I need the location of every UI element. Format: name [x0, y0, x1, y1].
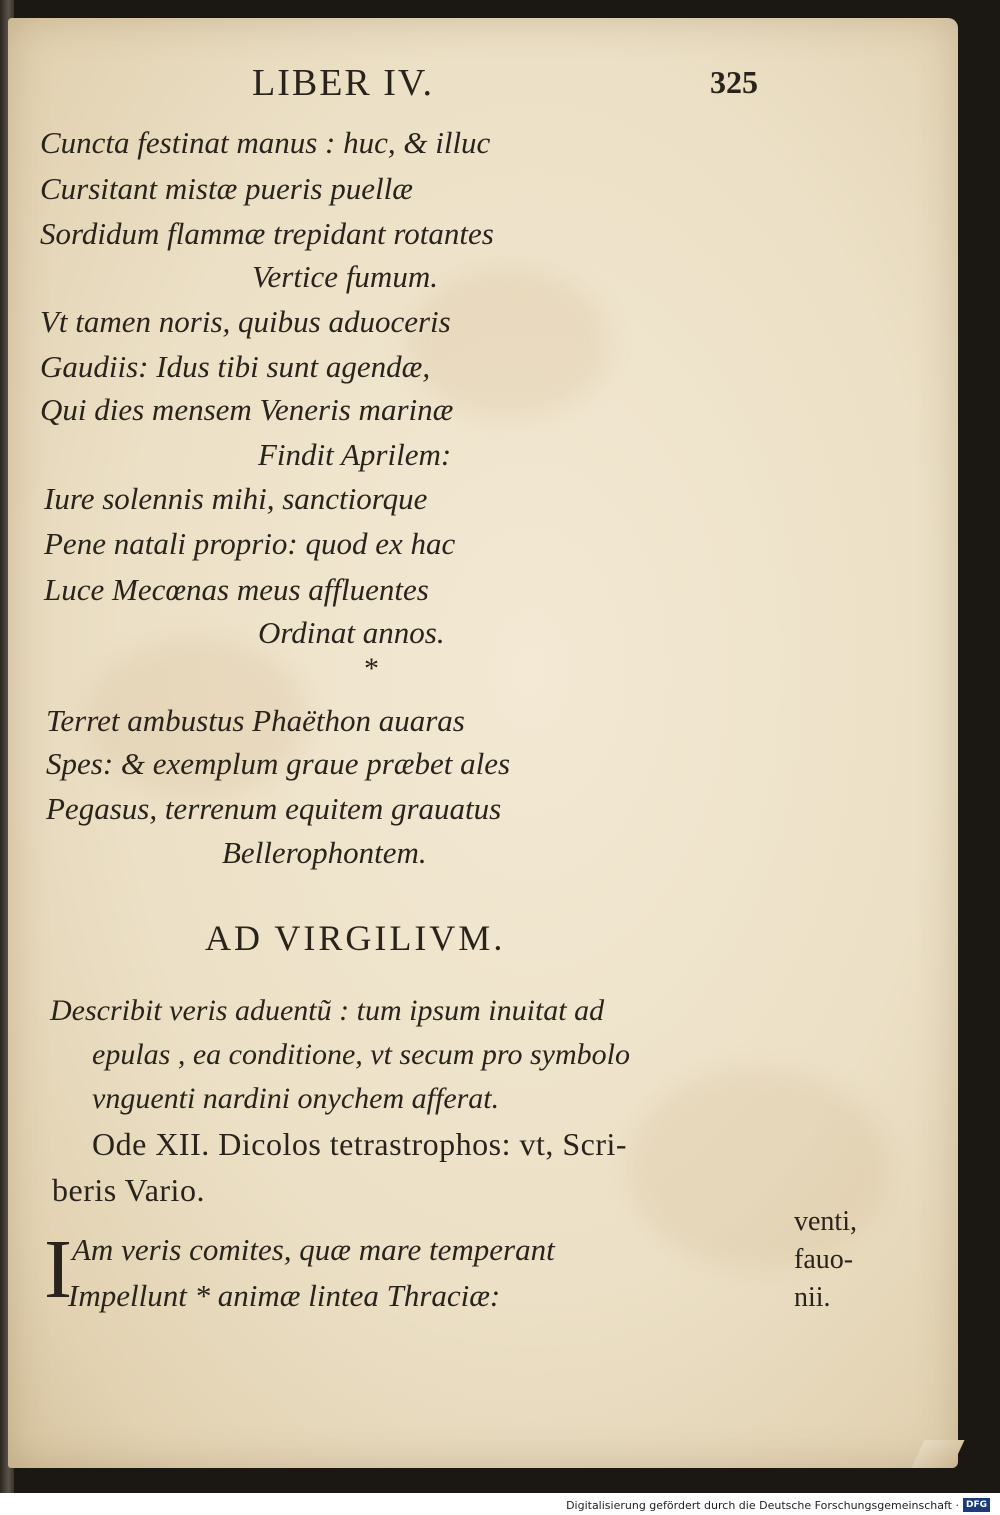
verse-line: Vt tamen noris, quibus aduoceris: [40, 304, 451, 339]
verse-line: Luce Mecœnas meus affluentes: [44, 572, 429, 607]
marginal-note: fauo-: [794, 1244, 854, 1275]
digitization-footer: [566, 1497, 990, 1513]
verse-line: Findit Aprilem:: [258, 437, 452, 472]
marginal-note: nii.: [794, 1282, 831, 1313]
footer-text: Digitalisierung gefördert durch die Deutsche Forschungsgemeinschaft ·: [566, 1498, 959, 1512]
dfg-logo-icon: DFG: [963, 1498, 990, 1512]
running-head: LIBER IV.: [252, 62, 434, 104]
verse-line: Vertice fumum.: [252, 259, 438, 294]
verse-line: Pegasus, terrenum equitem grauatus: [46, 791, 502, 826]
verse-line: Bellerophontem.: [222, 835, 427, 870]
meter-note: Ode XII. Dicolos tetrastrophos: vt, Scri-: [92, 1126, 628, 1162]
verse-line: Cursitant mistæ pueris puellæ: [40, 171, 413, 206]
verse-line: Impellunt * animæ lintea Thraciæ:: [68, 1278, 501, 1313]
verse-line: Iure solennis mihi, sanctiorque: [44, 481, 428, 516]
verse-line: Sordidum flammæ trepidant rotantes: [40, 216, 494, 251]
verse-line: Terret ambustus Phaëthon auaras: [46, 703, 465, 738]
paper-stain: [628, 1068, 888, 1268]
page-number: 325: [710, 64, 758, 100]
verse-line: Am veris comites, quæ mare temperant: [72, 1232, 555, 1267]
argument-line: Describit veris aduentũ : tum ipsum inuitat ad: [50, 994, 605, 1027]
argument-line: vnguenti nardini onychem afferat.: [92, 1082, 500, 1115]
ode-title: AD VIRGILIVM.: [205, 918, 506, 958]
verse-line: Qui dies mensem Veneris marinæ: [40, 392, 454, 427]
verse-line: Gaudiis: Idus tibi sunt agendæ,: [40, 349, 431, 384]
verse-line: Spes: & exemplum graue præbet ales: [46, 746, 511, 781]
verse-line: Cuncta festinat manus : huc, & illuc: [40, 125, 491, 160]
verse-line: Ordinat annos.: [258, 615, 445, 650]
drop-cap: I: [44, 1223, 72, 1316]
argument-line: epulas , ea conditione, vt secum pro symbolo: [92, 1038, 630, 1071]
meter-note: beris Vario.: [52, 1172, 205, 1208]
marginal-note: venti,: [794, 1206, 857, 1237]
section-separator: *: [364, 652, 379, 685]
verse-line: Pene natali proprio: quod ex hac: [44, 526, 456, 561]
